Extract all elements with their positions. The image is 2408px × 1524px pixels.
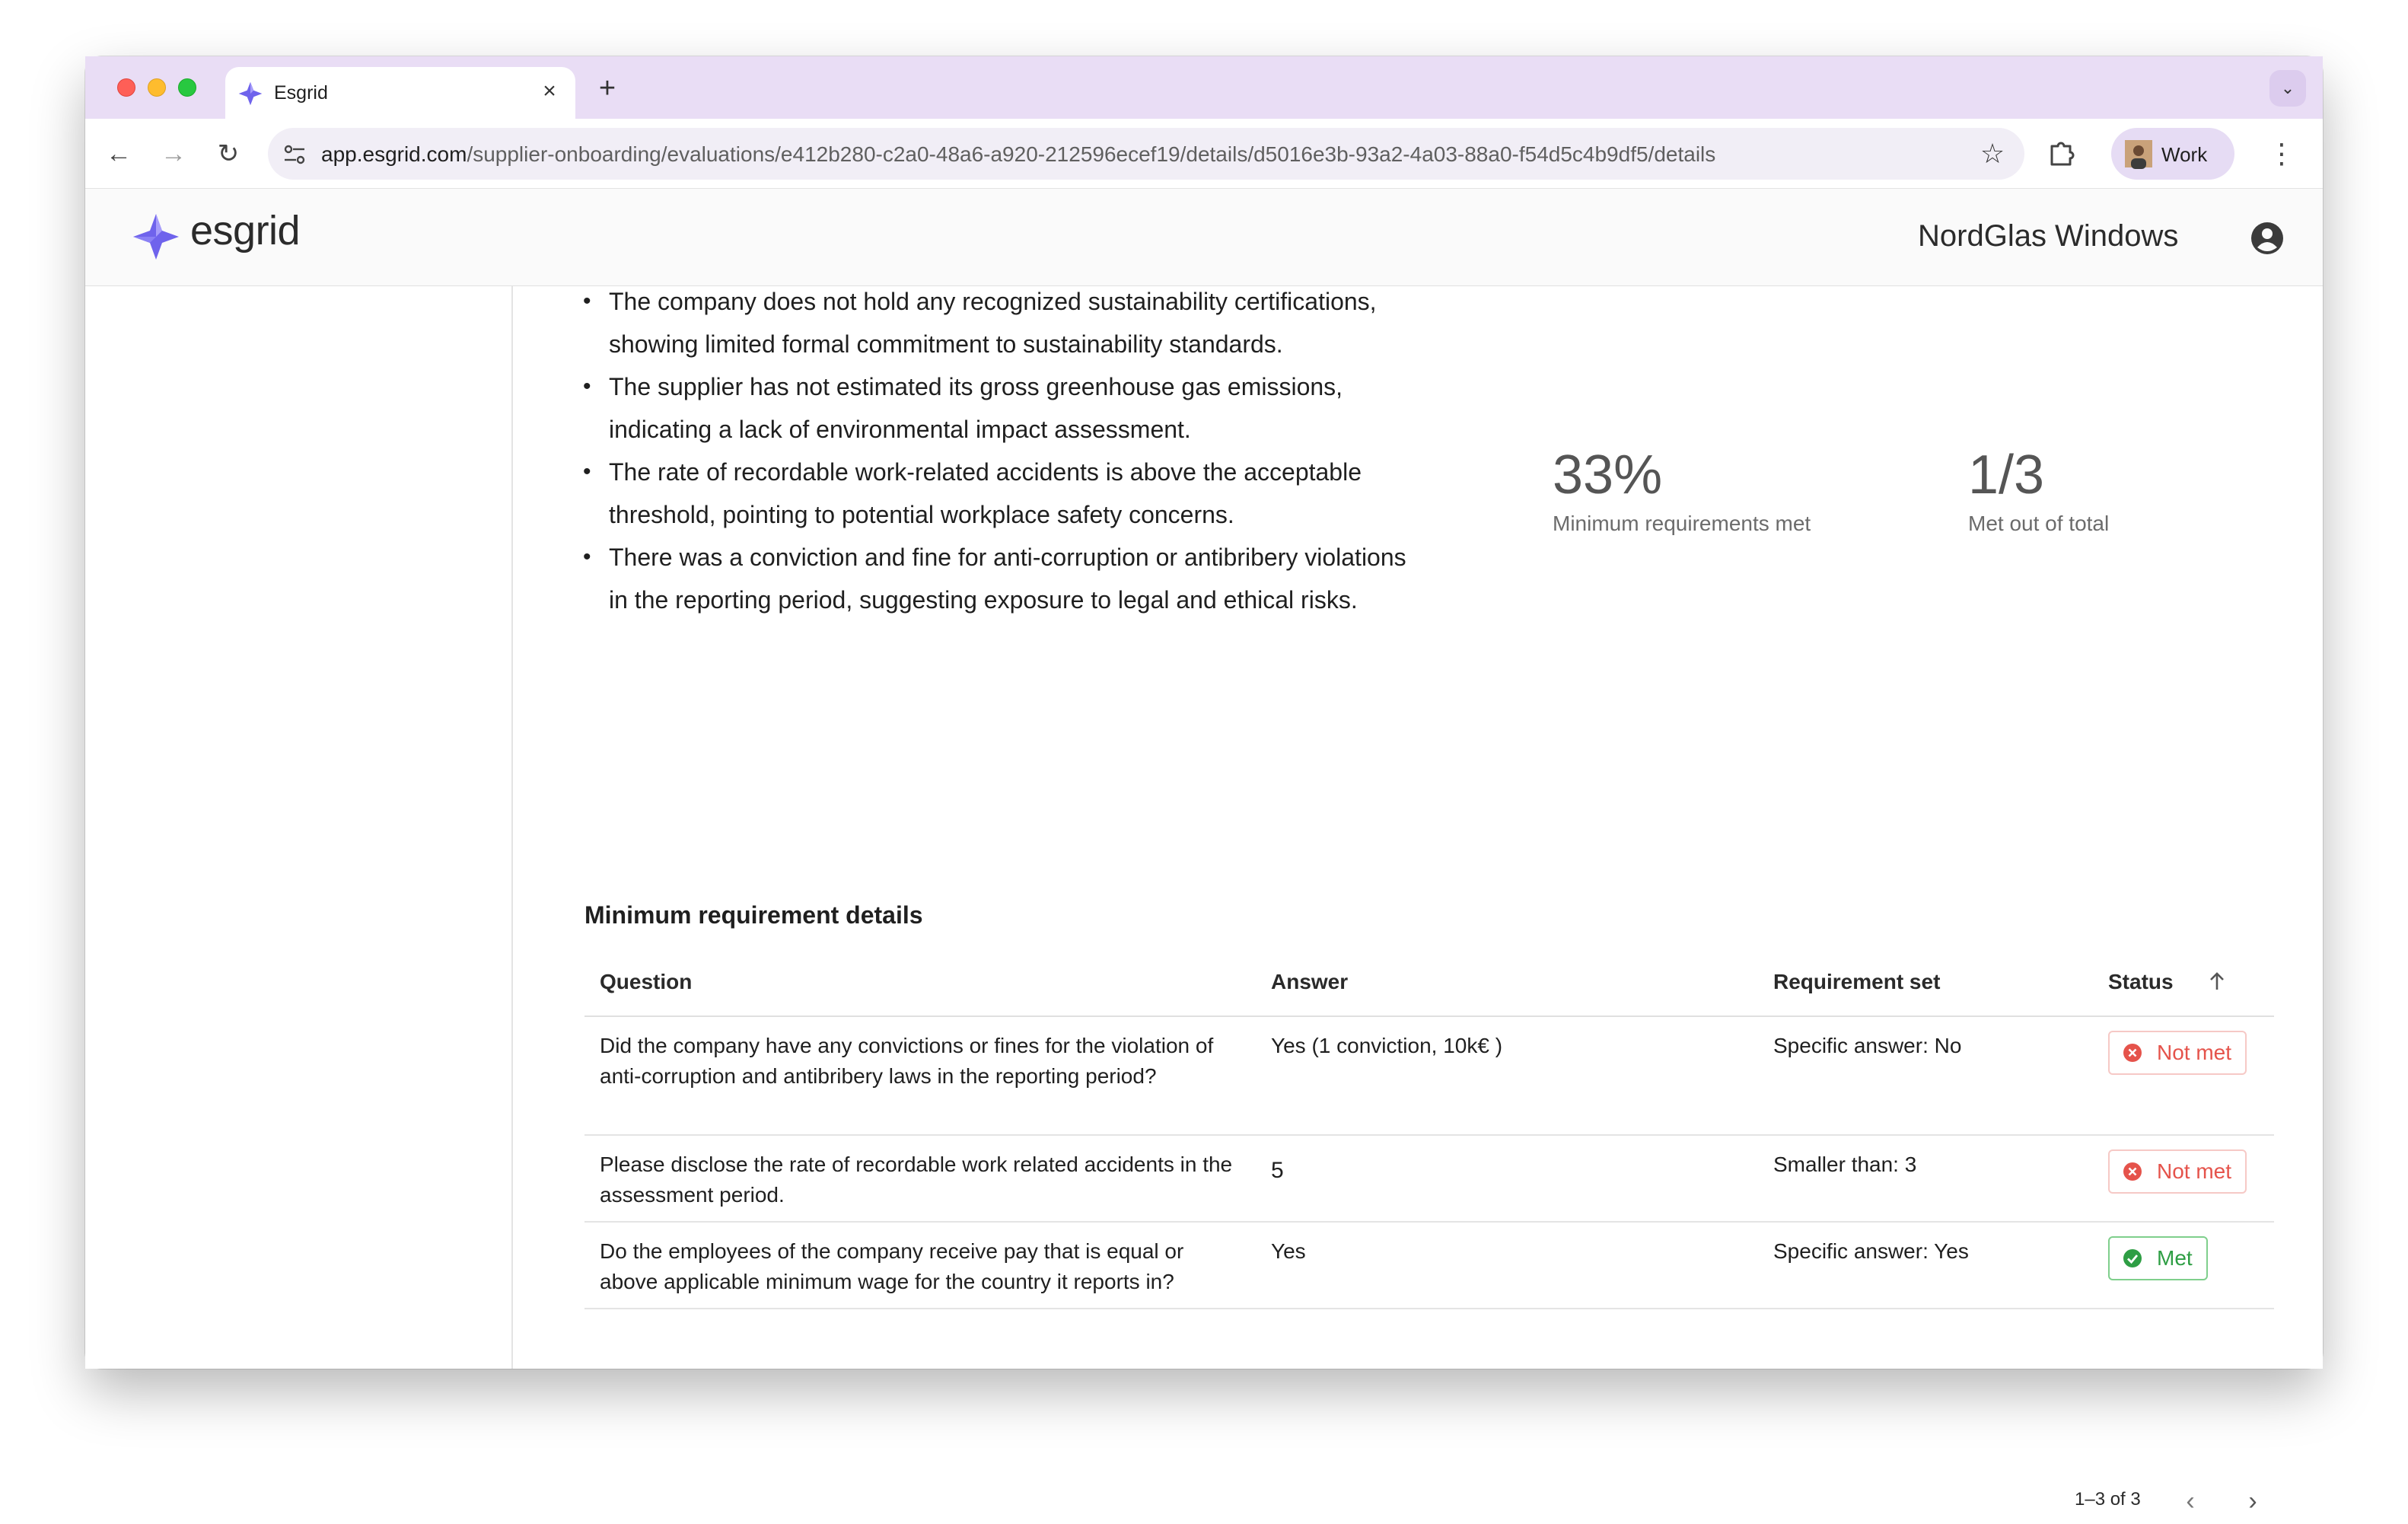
answer-cell: 5 <box>1271 1158 1284 1183</box>
avatar <box>2125 140 2152 167</box>
stat-ratio-value: 1/3 <box>1968 445 2045 505</box>
profile-label: Work <box>2161 143 2208 166</box>
chevron-left-icon[interactable]: ‹ <box>2186 1487 2195 1516</box>
finding-item: • The rate of recordable work-related accidents is above the acceptable threshold, pointing to potential workplace safety concerns. <box>583 451 1420 536</box>
address-bar[interactable] <box>268 128 2024 180</box>
status-cell <box>2108 1236 2208 1280</box>
status-label: Not met <box>2157 1041 2232 1064</box>
extensions-icon[interactable] <box>2043 136 2079 172</box>
question-cell: Please disclose the rate of recordable work related accidents in the assessment period. <box>600 1153 1233 1207</box>
chevron-down-icon[interactable]: ⌄ <box>2269 70 2306 107</box>
pagination-range: 1–3 of 3 <box>2075 1489 2141 1510</box>
status-badge <box>2108 1236 2208 1280</box>
answer-cell: Yes <box>1271 1239 1306 1263</box>
sort-ascending-icon[interactable] <box>2204 968 2230 994</box>
back-icon[interactable]: ← <box>106 139 132 168</box>
stat-met-ratio <box>1968 445 2109 536</box>
site-info-icon[interactable] <box>282 142 307 167</box>
close-window-button[interactable] <box>117 78 135 97</box>
stat-percent-met <box>1553 445 1811 536</box>
check-circle-icon <box>2122 1248 2143 1269</box>
status-cell <box>2108 1031 2247 1075</box>
page-content <box>85 286 2323 1516</box>
url-text[interactable] <box>321 142 1715 167</box>
status-label: Not met <box>2157 1159 2232 1183</box>
forward-icon[interactable]: → <box>161 139 186 168</box>
app-header <box>85 189 2323 286</box>
requirement-set-cell: Specific answer: Yes <box>1773 1239 1969 1263</box>
url-domain: app.esgrid.com <box>321 142 467 166</box>
logo-text[interactable]: esgrid <box>190 208 301 253</box>
stat-percent-value: 33% <box>1553 445 1663 505</box>
status-badge <box>2108 1031 2247 1075</box>
finding-item: • The supplier has not estimated its gross greenhouse gas emissions, indicating a lack of environmental impact assessment. <box>583 365 1420 451</box>
error-circle-icon <box>2122 1042 2143 1063</box>
browser-toolbar <box>85 119 2323 189</box>
status-label: Met <box>2157 1246 2193 1270</box>
stat-ratio-label: Met out of total <box>1968 512 2110 535</box>
main-panel <box>514 286 2323 1369</box>
column-header-answer[interactable]: Answer <box>1271 970 1349 993</box>
chevron-right-icon[interactable]: › <box>2248 1487 2257 1516</box>
browser-tab-esgrid[interactable] <box>225 67 575 119</box>
pagination <box>85 1478 2323 1524</box>
minimize-window-button[interactable] <box>148 78 166 97</box>
column-header-requirement-set[interactable]: Requirement set <box>1773 970 1941 993</box>
table-row[interactable] <box>584 1017 2274 1136</box>
tab-title: Esgrid <box>274 82 328 104</box>
bookmark-star-icon[interactable]: ☆ <box>1980 138 2005 169</box>
browser-window <box>85 56 2323 1516</box>
new-tab-button[interactable]: + <box>598 72 616 104</box>
column-header-status[interactable]: Status <box>2108 970 2174 993</box>
esgrid-logo-icon[interactable] <box>131 212 181 262</box>
organization-name: NordGlas Windows <box>1918 219 2179 253</box>
requirements-table <box>584 947 2274 1309</box>
requirement-set-cell: Smaller than: 3 <box>1773 1153 1917 1176</box>
tab-close-icon[interactable]: × <box>543 78 556 104</box>
finding-item: • There was a conviction and fine for anti-corruption or antibribery violations in the reporting period, suggesting exposure to legal and ethical risks. <box>583 536 1420 621</box>
column-header-question[interactable]: Question <box>600 970 693 993</box>
table-header <box>584 947 2274 1017</box>
findings-list <box>583 238 1420 621</box>
tab-strip <box>85 56 2323 119</box>
question-cell: Did the company have any convictions or fines for the violation of anti-corruption and antibribery laws in the reporting period? <box>600 1034 1214 1088</box>
maximize-window-button[interactable] <box>178 78 196 97</box>
answer-cell: Yes (1 conviction, 10k€ ) <box>1271 1034 1503 1057</box>
status-cell <box>2108 1149 2247 1194</box>
account-circle-icon[interactable] <box>2250 221 2285 256</box>
esgrid-favicon-icon <box>237 81 263 107</box>
requirement-set-cell: Specific answer: No <box>1773 1034 1962 1057</box>
stat-percent-label: Minimum requirements met <box>1553 512 1811 535</box>
error-circle-icon <box>2122 1161 2143 1182</box>
reload-icon[interactable]: ↻ <box>217 139 240 168</box>
table-row[interactable] <box>584 1223 2274 1309</box>
status-badge <box>2108 1149 2247 1194</box>
kebab-menu-icon[interactable]: ⋮ <box>2268 138 2295 169</box>
profile-button[interactable] <box>2111 128 2234 180</box>
table-row[interactable] <box>584 1136 2274 1223</box>
sidebar <box>85 286 513 1369</box>
finding-item: • The company does not hold any recognized sustainability certifications, showing limited formal commitment to sustainability standards. <box>583 280 1420 365</box>
url-path: /supplier-onboarding/evaluations/e412b280-c2a0-48a6-a920-212596ecef19/details/d5016e3b-93a2-4a03-88a0-f54d5c4b9df5/details <box>467 142 1716 166</box>
question-cell: Do the employees of the company receive pay that is equal or above applicable minimum wage for the country it reports in? <box>600 1239 1184 1293</box>
section-title: Minimum requirement details <box>584 901 923 929</box>
